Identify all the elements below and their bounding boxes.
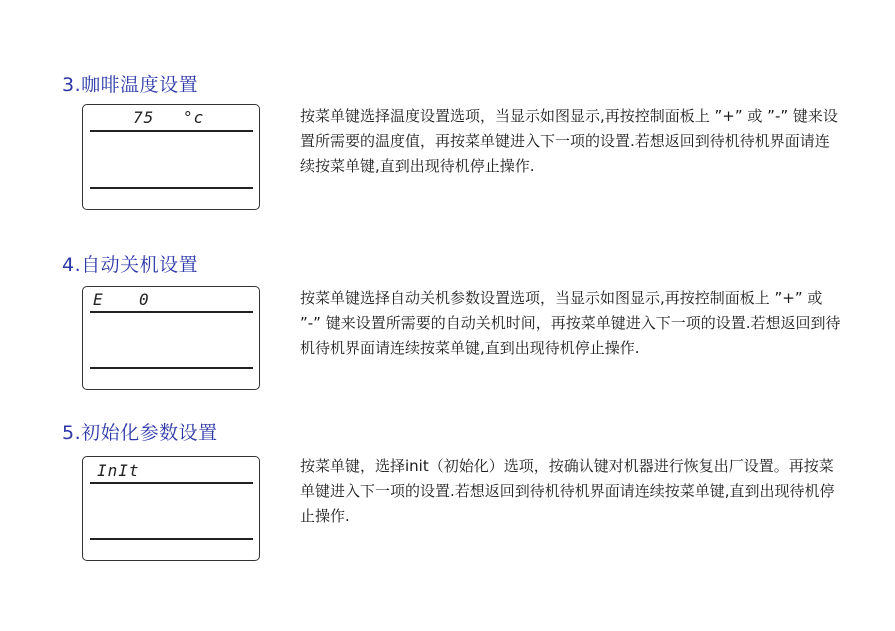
lcd-top-rule	[90, 311, 253, 313]
lcd-value: 0	[139, 290, 150, 309]
lcd-top-rule	[90, 130, 253, 132]
lcd-label: E	[93, 290, 104, 309]
section-title-initialize: 5.初始化参数设置	[62, 422, 218, 444]
section-title-auto-shutdown: 4.自动关机设置	[62, 254, 199, 276]
lcd-value: InIt	[97, 461, 140, 480]
lcd-display-auto-shutdown	[82, 286, 260, 390]
lcd-bottom-rule	[90, 538, 253, 540]
lcd-value: 75	[133, 108, 155, 127]
lcd-display-temperature	[82, 104, 260, 210]
section-description-initialize: 按菜单键，选择init（初始化）选项，按确认键对机器进行恢复出厂设置。再按菜单键进入下一项的设置.若想返回到待机待机界面请连续按菜单键,直到出现待机停止操作.	[300, 457, 835, 525]
section-description-temperature: 按菜单键选择温度设置选项，当显示如图显示,再按控制面板上 ”+” 或 ”-” 键来设置所需要的温度值，再按菜单键进入下一项的设置.若想返回到待机待机界面请连续按菜单键,直到出现待机停止操作.	[300, 107, 838, 175]
section-description-auto-shutdown: 按菜单键选择自动关机参数设置选项，当显示如图显示,再按控制面板上 ”+” 或 ”-” 键来设置所需要的自动关机时间，再按菜单键进入下一项的设置.若想返回到待机待机界面请连续按菜单键,直到出现待机停止操作.	[300, 289, 841, 357]
lcd-bottom-rule	[90, 367, 253, 369]
lcd-unit: °c	[183, 108, 205, 127]
lcd-top-rule	[90, 482, 253, 484]
lcd-bottom-rule	[90, 187, 253, 189]
lcd-display-initialize	[82, 456, 260, 561]
section-title-temperature: 3.咖啡温度设置	[62, 74, 199, 96]
